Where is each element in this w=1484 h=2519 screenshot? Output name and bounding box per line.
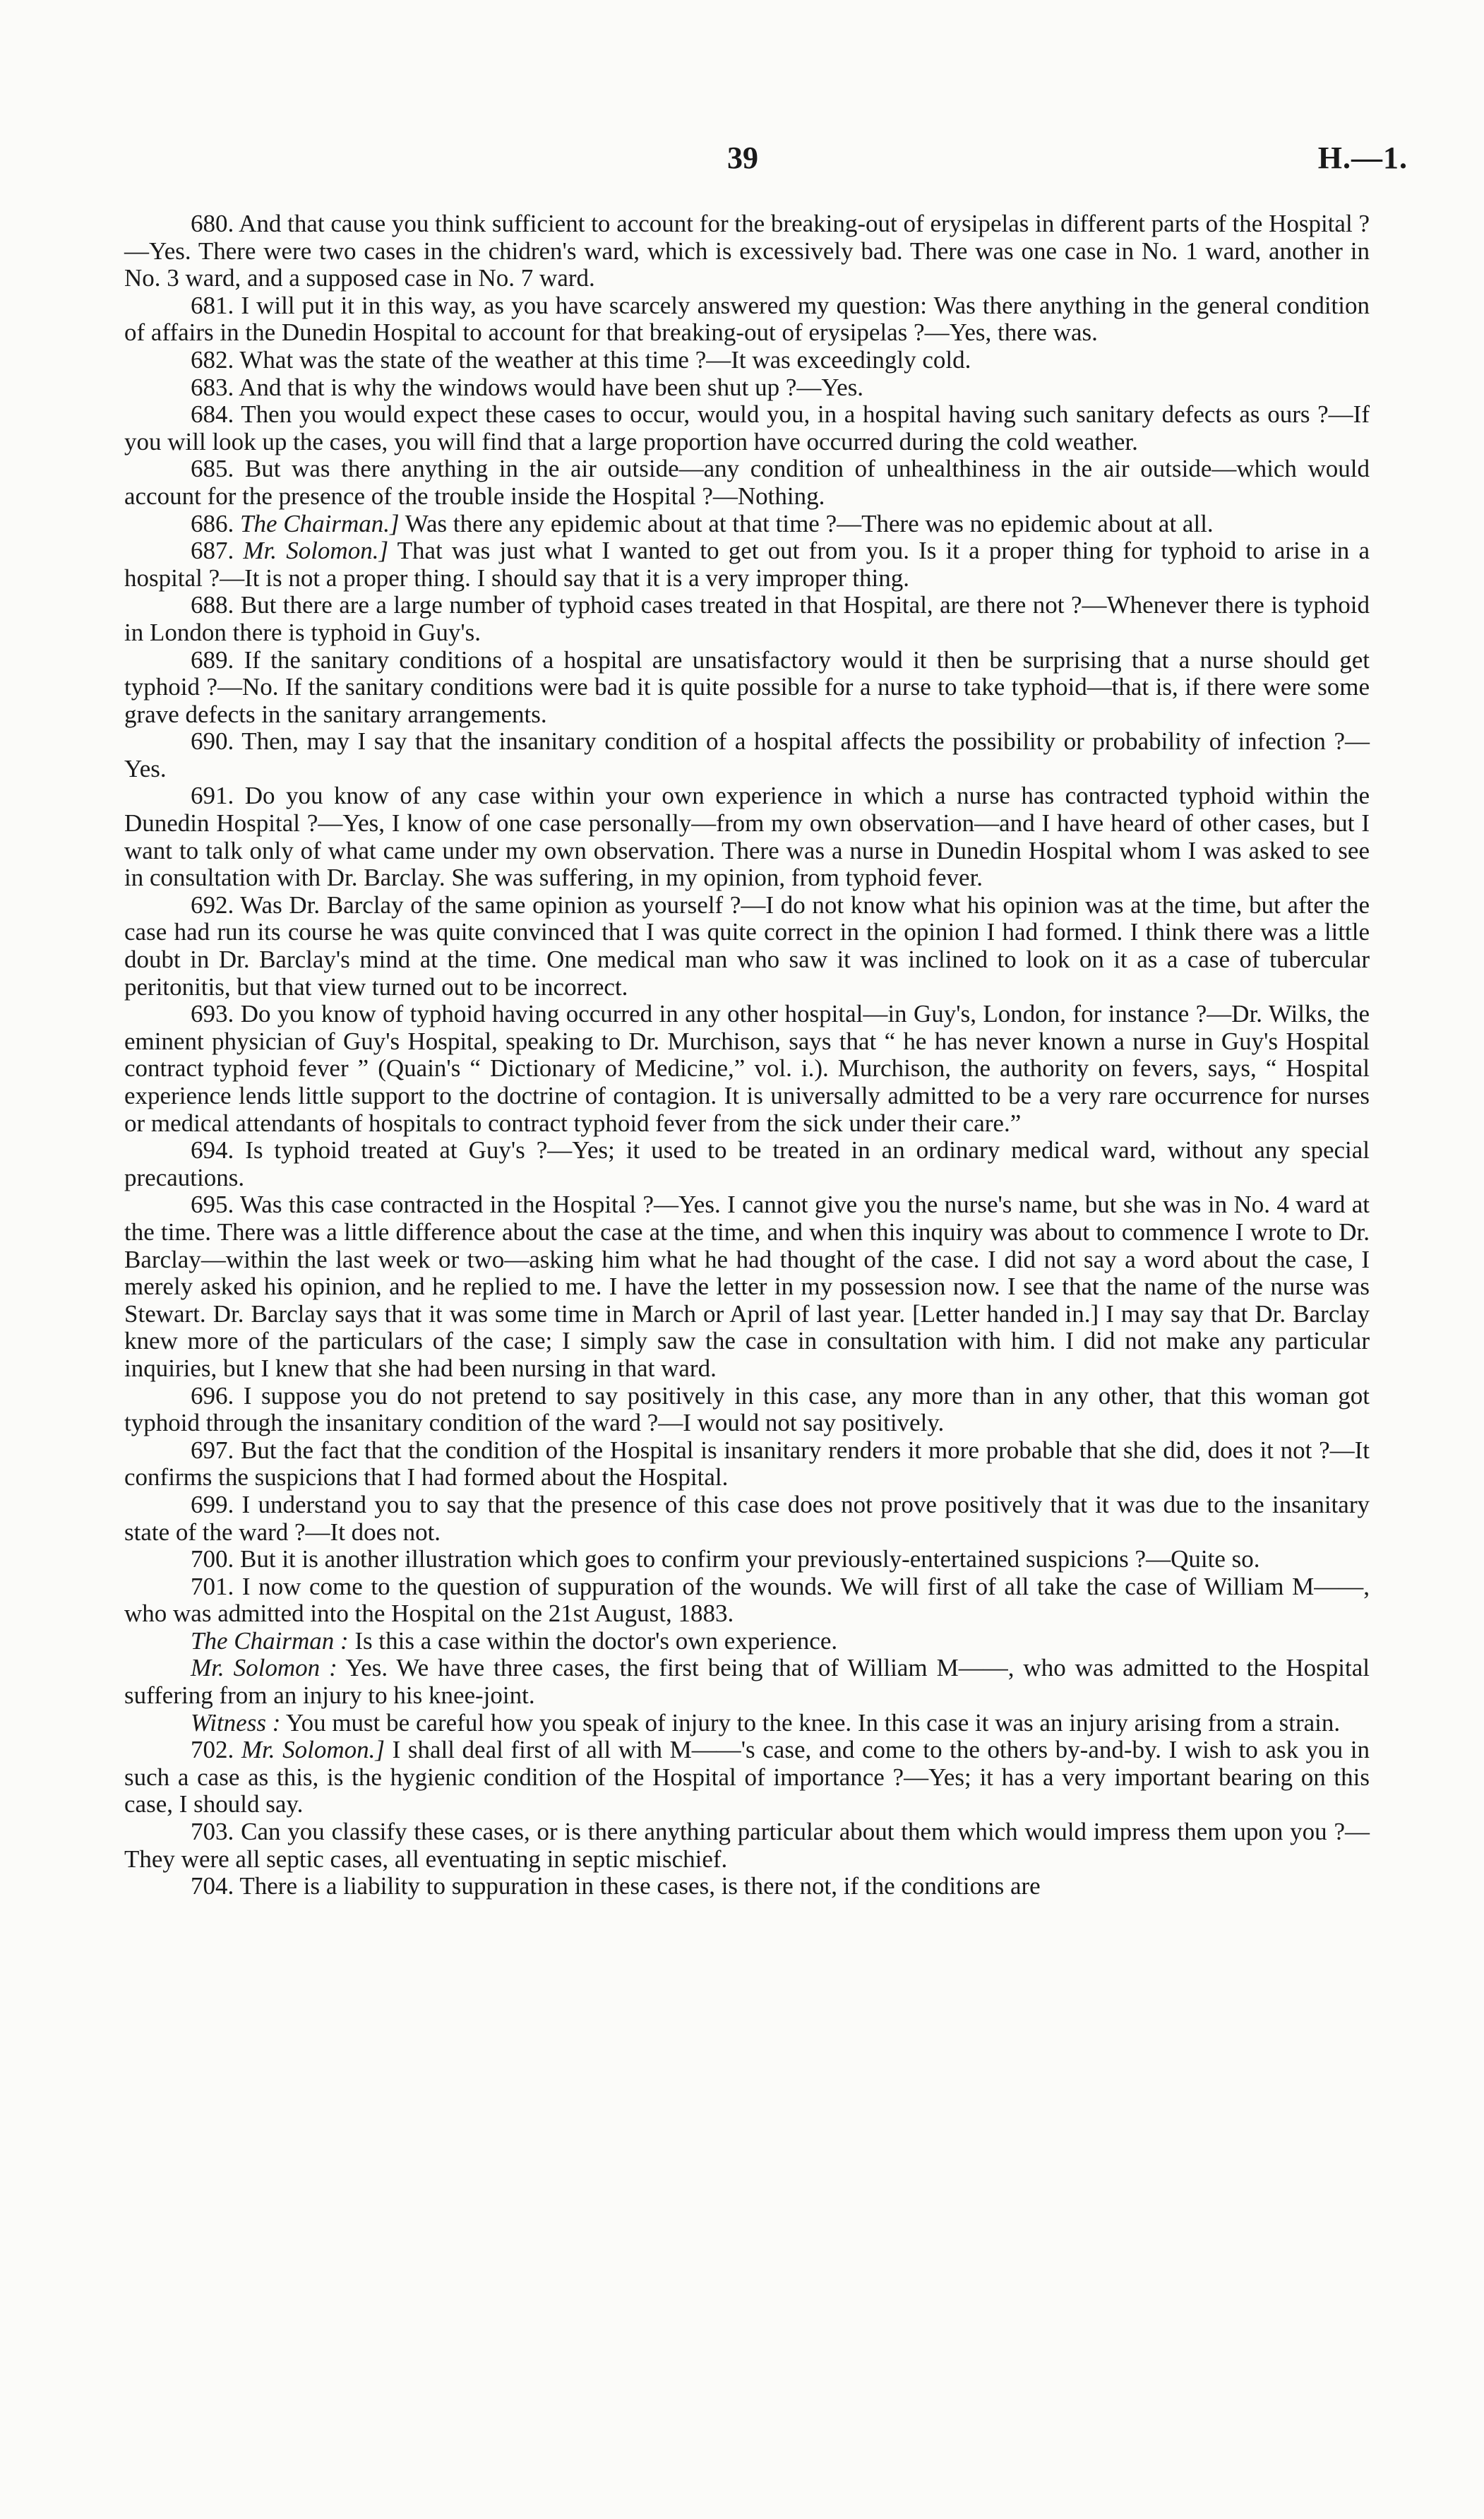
question-number: 683. (191, 373, 239, 401)
question-number: 704. (191, 1872, 240, 1900)
page-number: 39 (727, 141, 758, 175)
question-number: 695. (191, 1191, 241, 1219)
question-number: 682. (191, 345, 240, 374)
paragraph (124, 1191, 1370, 1382)
paragraph (124, 1573, 1370, 1628)
paragraph (124, 292, 1370, 347)
question-number: 688. (191, 591, 241, 619)
question-number: 691. (191, 782, 245, 810)
paragraph-text: Was this case contracted in the Hospital ?—Yes. I cannot give you the nurse's name, but she was in No. 4 ward at the time. There was a little difference about the case at the time, and when this inquiry was about to commence I wrote to Dr. Barclay—within the last week or two—asking him what he had thought of the case. I did not say a word about the case, I merely asked his opinion, and he replied to me. I have the letter in my possession now. I see that the name of the nurse was Stewart. Dr. Barclay says that it was some time in March or April of last year. [Letter handed in.] I may say that Dr. Barclay knew more of the particulars of the case; I simply saw the case in consultation with him. I did not make any particular inquiries, but I knew that she had been nursing in that ward. (124, 1191, 1370, 1382)
speaker: The Chairman : (191, 1626, 349, 1655)
question-number: 693. (191, 1000, 241, 1028)
question-number: 697. (191, 1436, 241, 1464)
paragraph-text: I will put it in this way, as you have scarcely answered my question: Was there anything in the general condition of affairs in the Dunedin Hospital to account for that breaking-out of erysipelas ?—Yes, there was. (124, 291, 1370, 347)
question-number: 694. (191, 1136, 246, 1165)
document-reference: H.—1. (1317, 141, 1408, 175)
question-number: 690. (191, 727, 242, 756)
paragraph-text: But it is another illustration which goes to confirm your previously-entertained suspicions ?—Quite so. (240, 1545, 1260, 1573)
paragraph (124, 374, 1370, 402)
paragraph (124, 1655, 1370, 1709)
paragraph-text: Yes. We have three cases, the first being that of William M——, who was admitted to the Hospital suffering from an injury to his knee-joint. (124, 1654, 1370, 1710)
paragraph (124, 1546, 1370, 1573)
paragraph-text: But the fact that the condition of the Hospital is insanitary renders it more probable that she did, does it not ?—It confirms the suspicions that I had formed about the Hospital. (124, 1436, 1370, 1491)
paragraph (124, 592, 1370, 646)
paragraph (124, 1491, 1370, 1546)
page-header (0, 140, 1484, 182)
paragraph-text: You must be careful how you speak of injury to the knee. In this case it was an injury arising from a strain. (285, 1708, 1341, 1737)
question-number: 696. (191, 1381, 244, 1410)
question-number: 700. (191, 1545, 240, 1573)
question-number: 680. (191, 210, 239, 237)
paragraph (124, 1818, 1370, 1873)
paragraph (124, 347, 1370, 374)
paragraph-text: But there are a large number of typhoid cases treated in that Hospital, are there not ?—Whenever there is typhoid in London there is typhoid in Guy's. (124, 591, 1370, 646)
question-number: 681. (191, 291, 241, 319)
speaker: Mr. Solomon.] (241, 1736, 385, 1764)
paragraph-text: I understand you to say that the presence of this case does not prove positively that it was due to the insanitary state of the ward ?—It does not. (124, 1490, 1370, 1546)
paragraph (124, 1437, 1370, 1491)
paragraph-text: Was Dr. Barclay of the same opinion as yourself ?—I do not know what his opinion was at the time, but after the case had run its course he was quite convinced that I was quite correct in the opinion I had formed. I think there was a little doubt in Dr. Barclay's mind at the time. One medical man who saw it was inclined to look on it as a case of tubercular peritonitis, but that view turned out to be incorrect. (124, 891, 1370, 1001)
paragraph-text: Then, may I say that the insanitary condition of a hospital affects the possibility or probability of infection ?—Yes. (124, 727, 1370, 782)
paragraph (124, 892, 1370, 1001)
paragraph-text: And that cause you think sufficient to account for the breaking-out of erysipelas in different parts of the Hospital ?—Yes. There were two cases in the chidren's ward, which is excessively bad. There was one case in No. 1 ward, another in No. 3 ward, and a supposed case in No. 7 ward. (124, 210, 1370, 292)
paragraph (124, 511, 1370, 538)
body-text (124, 210, 1370, 1900)
paragraph (124, 782, 1370, 891)
speaker: Mr. Solomon : (191, 1654, 337, 1682)
paragraph-text: I now come to the question of suppuration of the wounds. We will first of all take the case of William M——, who was admitted into the Hospital on the 21st August, 1883. (124, 1572, 1370, 1628)
paragraph-text: I suppose you do not pretend to say positively in this case, any more than in any other, that this woman got typhoid through the insanitary condition of the ward ?—I would not say positively. (124, 1381, 1370, 1437)
paragraph (124, 210, 1370, 292)
question-number: 703. (191, 1818, 241, 1846)
question-number: 701. (191, 1572, 242, 1600)
paragraph-text: Can you classify these cases, or is there anything particular about them which would impress them upon you ?—They were all septic cases, all eventuating in septic mischief. (124, 1818, 1370, 1873)
question-number: 687. (191, 537, 244, 565)
paragraph-text: If the sanitary conditions of a hospital are unsatisfactory would it then be surprising that a nurse should get typhoid ?—No. If the sanitary conditions were bad it is quite possible for a nurse to take typhoid—that is, if there were some grave defects in the sanitary arrangements. (124, 645, 1370, 728)
paragraph-text: And that is why the windows would have been shut up ?—Yes. (239, 373, 864, 401)
question-number: 702. (191, 1736, 241, 1764)
speaker: Mr. Solomon.] (243, 537, 389, 565)
paragraph-text: Was there any epidemic about at that time ?—There was no epidemic about at all. (405, 509, 1214, 537)
paragraph (124, 537, 1370, 592)
paragraph-text: Do you know of any case within your own experience in which a nurse has contracted typhoid within the Dunedin Hospital ?—Yes, I know of one case personally—from my own observation—and I have heard of other cases, but I want to talk only of what came under my own observation. There was a nurse in Dunedin Hospital whom I was asked to see in consultation with Dr. Barclay. She was suffering, in my opinion, from typhoid fever. (124, 782, 1370, 892)
speaker: The Chairman.] (240, 509, 400, 537)
speaker: Witness : (191, 1708, 281, 1737)
paragraph-text: But was there anything in the air outside—any condition of unhealthiness in the air outside—which would account for the presence of the trouble inside the Hospital ?—Nothing. (124, 455, 1370, 510)
paragraph-text: What was the state of the weather at this time ?—It was exceedingly cold. (239, 345, 971, 374)
paragraph (124, 1873, 1370, 1900)
question-number: 685. (191, 455, 245, 483)
paragraph-text: Is typhoid treated at Guy's ?—Yes; it used to be treated in an ordinary medical ward, without any special precautions. (124, 1136, 1370, 1191)
question-number: 692. (191, 891, 241, 919)
paragraph (124, 1737, 1370, 1818)
paragraph-text: Do you know of typhoid having occurred in any other hospital—in Guy's, London, for instance ?—Dr. Wilks, the eminent physician of Guy's Hospital, speaking to Dr. Murchison, says that “ he has never known a nurse in Guy's Hospital contract typhoid fever ” (Quain's “ Dictionary of Medicine,” vol. i.). Murchison, the authority on fevers, says, “ Hospital experience lends little support to the doctrine of contagion. It is universally admitted to be a very rare occurrence for nurses or medical attendants of hospitals to contract typhoid fever from the sick under their care.” (124, 1000, 1370, 1137)
paragraph (124, 1001, 1370, 1137)
paragraph (124, 728, 1370, 782)
question-number: 699. (191, 1490, 242, 1518)
paragraph-text: I shall deal first of all with M——'s case, and come to the others by-and-by. I wish to ask you in such a case as this, is the hygienic condition of the Hospital of importance ?—Yes; it has a very important bearing on this case, I should say. (124, 1736, 1370, 1818)
paragraph-text: Then you would expect these cases to occur, would you, in a hospital having such sanitary defects as ours ?—If you will look up the cases, you will find that a large proportion have occurred during the cold weather. (124, 400, 1370, 455)
paragraph (124, 1710, 1370, 1737)
paragraph (124, 647, 1370, 729)
paragraph (124, 401, 1370, 455)
paragraph-text: There is a liability to suppuration in these cases, is there not, if the conditions are (239, 1872, 1041, 1900)
paragraph (124, 1137, 1370, 1191)
paragraph (124, 1383, 1370, 1437)
paragraph (124, 1628, 1370, 1655)
question-number: 689. (191, 645, 244, 674)
paragraph-text: Is this a case within the doctor's own experience. (354, 1626, 838, 1655)
paragraph-text: That was just what I wanted to get out from you. Is it a proper thing for typhoid to arise in a hospital ?—It is not a proper thing. I should say that it is a very improper thing. (124, 537, 1370, 592)
question-number: 684. (191, 400, 241, 429)
paragraph (124, 455, 1370, 510)
question-number: 686. (191, 509, 240, 537)
